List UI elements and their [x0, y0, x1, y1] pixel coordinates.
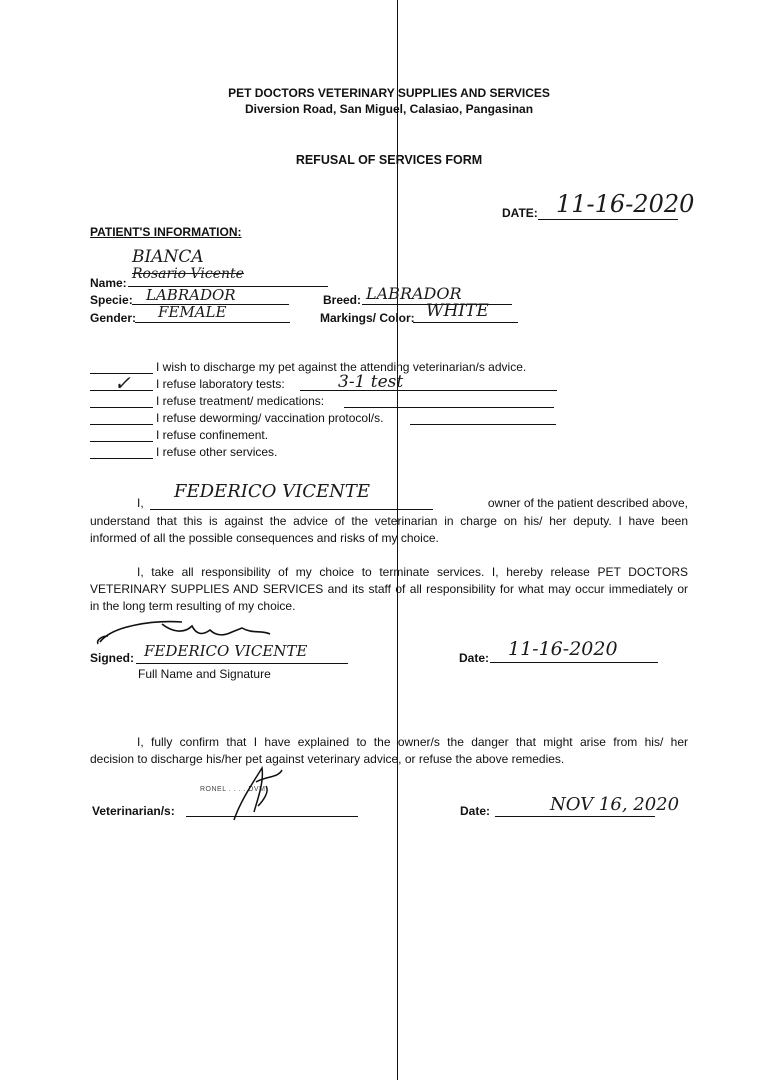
refusal-text: I wish to discharge my pet against the attending veterinarian/s advice. [156, 360, 527, 374]
gender-label: Gender: [90, 311, 137, 325]
breed-label: Breed: [323, 293, 362, 307]
gender-line [135, 322, 290, 323]
refusal-text: I refuse other services. [156, 445, 278, 459]
breed-value[interactable]: LABRADOR [366, 284, 462, 303]
veterinarian-label: Veterinarian/s: [92, 804, 175, 818]
refusal-item[interactable] [90, 360, 570, 377]
refusal-detail[interactable]: 3-1 test [338, 372, 404, 392]
refusal-checkbox-line[interactable] [90, 441, 153, 442]
owner-name-line [150, 509, 433, 510]
release-line3: in the long term resulting of my choice. [90, 599, 296, 613]
release-line2: VETERINARY SUPPLIES AND SERVICES and its staff of all responsibility for what may occur immediately or [90, 582, 688, 596]
release-line1: I, take all responsibility of my choice to terminate services. I, hereby release PET DOCTORS [137, 565, 688, 579]
signed-name-value[interactable]: FEDERICO VICENTE [144, 642, 308, 660]
patient-section-title: PATIENT'S INFORMATION: [90, 225, 242, 239]
owner-date-label: Date: [459, 651, 490, 665]
signed-line [136, 663, 348, 664]
refusal-item[interactable] [90, 371, 570, 395]
refusal-text: I refuse laboratory tests: [156, 377, 285, 391]
statement-line2: understand that this is against the advice of the veterinarian in charge on his/ her deputy. I have been [90, 514, 688, 528]
owner-date-line [490, 662, 658, 663]
specie-label: Specie: [90, 293, 133, 307]
veterinarian-line [186, 816, 358, 817]
signed-label: Signed: [90, 651, 134, 665]
signature-caption: Full Name and Signature [138, 667, 271, 681]
specie-value[interactable]: LABRADOR [146, 286, 236, 304]
vet-stamp: RONEL . . . . DVM [200, 786, 266, 793]
refusal-checkbox-line[interactable] [90, 407, 153, 408]
gender-value[interactable]: FEMALE [158, 303, 227, 321]
refusal-item[interactable] [90, 445, 570, 462]
business-address: Diversion Road, San Miguel, Calasiao, Pangasinan [244, 102, 534, 116]
vet-signature-scribble [222, 762, 292, 824]
refusal-mark: ✓ [114, 371, 131, 395]
refusal-text: I refuse deworming/ vaccination protocol/s. [156, 411, 384, 425]
patient-name-struck: Rosario Vicente [132, 266, 244, 282]
refusal-item[interactable] [90, 394, 570, 411]
owner-name-value[interactable]: FEDERICO VICENTE [174, 481, 371, 502]
markings-value[interactable]: WHITE [426, 301, 489, 321]
refusal-detail-line [410, 424, 556, 425]
markings-line [413, 322, 518, 323]
refusal-detail-line [344, 407, 554, 408]
statement-line1-rest: owner of the patient described above, [487, 496, 688, 510]
refusal-checkbox-line[interactable] [90, 424, 153, 425]
refusal-item[interactable] [90, 411, 570, 428]
name-label: Name: [90, 276, 127, 290]
markings-label: Markings/ Color: [320, 311, 415, 325]
refusal-item[interactable] [90, 428, 570, 445]
date-value[interactable]: 11-16-2020 [556, 190, 695, 218]
refusal-text: I refuse treatment/ medications: [156, 394, 325, 408]
date-label: DATE: [502, 206, 538, 220]
owner-date-value[interactable]: 11-16-2020 [508, 638, 618, 660]
form-title: REFUSAL OF SERVICES FORM [295, 153, 483, 167]
patient-name-value[interactable]: BIANCA [132, 247, 204, 267]
refusal-text: I refuse confinement. [156, 428, 269, 442]
vet-date-label: Date: [460, 804, 491, 818]
refusal-checkbox-line[interactable] [90, 458, 153, 459]
confirmation-line2: decision to discharge his/her pet against veterinary advice, or refuse the above remedies. [90, 752, 565, 766]
statement-line3: informed of all the possible consequences and risks of my choice. [90, 531, 439, 545]
vet-date-line [495, 816, 655, 817]
statement-prefix: I, [137, 496, 144, 510]
vet-date-value[interactable]: NOV 16, 2020 [550, 794, 680, 815]
date-line [538, 219, 678, 220]
business-name: PET DOCTORS VETERINARY SUPPLIES AND SERVICES [228, 86, 550, 100]
confirmation-line1: I, fully confirm that I have explained to the owner/s the danger that might arise from his/ her [137, 735, 688, 749]
